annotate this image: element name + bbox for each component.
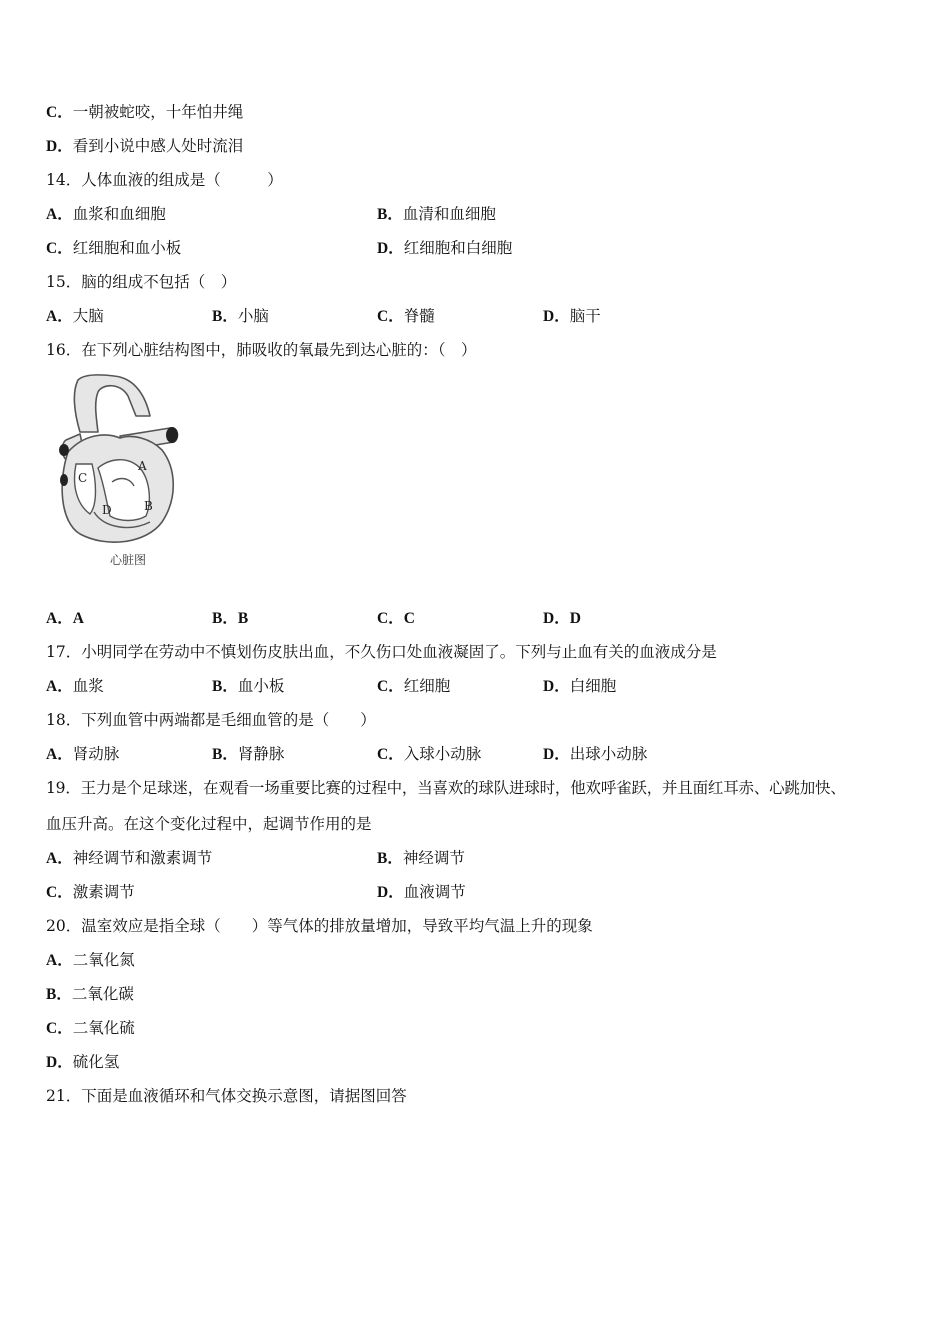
q15-stem: 15．脑的组成不包括（ ） — [46, 273, 237, 291]
option-text: 白细胞 — [569, 677, 617, 695]
q15-option-b — [212, 306, 269, 327]
option-text: 大脑 — [72, 307, 104, 325]
q16-stem: 16．在下列心脏结构图中，肺吸收的氧最先到达心脏的：（ ） — [46, 341, 477, 359]
option-text: 红细胞和血小板 — [72, 239, 182, 257]
heart-caption: 心脏图 — [110, 553, 147, 567]
option-letter: C． — [46, 104, 73, 121]
q17-option-a — [46, 676, 104, 697]
option-text: 入球小动脉 — [403, 745, 482, 763]
option-letter: A． — [46, 610, 73, 627]
option-letter: D． — [46, 138, 73, 155]
q21-stem: 21．下面是血液循环和气体交换示意图，请据图回答 — [46, 1087, 407, 1105]
option-text: C — [403, 610, 415, 627]
q14-option-a — [46, 204, 166, 225]
option-text: 红细胞和白细胞 — [403, 239, 513, 257]
option-letter: C． — [377, 610, 404, 627]
option-letter: B． — [46, 986, 72, 1003]
option-text: A — [72, 610, 84, 627]
q16-option-a — [46, 608, 84, 629]
option-text: 红细胞 — [403, 677, 451, 695]
q19-stem-line2: 血压升高。在这个变化过程中，起调节作用的是 — [46, 815, 372, 833]
option-letter: A． — [46, 952, 73, 969]
q19-stem-line1: 19．王力是个足球迷，在观看一场重要比赛的过程中，当喜欢的球队进球时，他欢呼雀跃，并且面红耳赤、心跳加快、 — [46, 779, 846, 797]
q15-option-a — [46, 306, 104, 327]
option-letter: B． — [212, 308, 238, 325]
option-letter: D． — [377, 240, 404, 257]
q13-option-d — [46, 136, 243, 157]
option-text: 血浆和血细胞 — [72, 205, 166, 223]
option-letter: C． — [377, 746, 404, 763]
option-text: 血浆 — [72, 677, 104, 695]
heart-diagram — [50, 372, 190, 572]
option-letter: D． — [543, 746, 570, 763]
heart-label-b: B — [144, 499, 153, 513]
option-letter: C． — [377, 678, 404, 695]
option-letter: C． — [46, 240, 73, 257]
q14-option-c — [46, 238, 181, 259]
q18-option-b — [212, 744, 284, 765]
heart-label-d: D — [102, 503, 112, 517]
option-text: B — [237, 610, 249, 627]
option-letter: C． — [377, 308, 404, 325]
option-letter: A． — [46, 850, 73, 867]
option-text: 小脑 — [237, 307, 269, 325]
q18-option-c — [377, 744, 481, 765]
q20-option-a — [46, 950, 135, 971]
option-letter: A． — [46, 678, 73, 695]
option-text: 神经调节和激素调节 — [72, 849, 213, 867]
q15-option-c — [377, 306, 435, 327]
option-text: 肾动脉 — [72, 745, 120, 763]
option-letter: D． — [543, 610, 570, 627]
q15-option-d — [543, 306, 601, 327]
option-letter: B． — [212, 610, 238, 627]
q16-option-d — [543, 608, 581, 629]
option-text: 二氧化碳 — [71, 985, 134, 1003]
option-letter: D． — [46, 1054, 73, 1071]
option-text: 一朝被蛇咬，十年怕井绳 — [72, 103, 244, 121]
q14-option-d — [377, 238, 512, 259]
q14-option-b — [377, 204, 496, 225]
option-letter: C． — [46, 1020, 73, 1037]
option-text: 神经调节 — [402, 849, 465, 867]
q20-option-b — [46, 984, 134, 1005]
option-letter: D． — [543, 678, 570, 695]
option-text: 肾静脉 — [237, 745, 285, 763]
option-text: 脑干 — [569, 307, 601, 325]
option-text: 血液调节 — [403, 883, 466, 901]
q16-option-b — [212, 608, 248, 629]
q20-option-c — [46, 1018, 135, 1039]
option-letter: A． — [46, 206, 73, 223]
option-letter: B． — [212, 678, 238, 695]
q20-option-d — [46, 1052, 119, 1073]
q14-stem: 14．人体血液的组成是（ ） — [46, 171, 283, 189]
option-letter: A． — [46, 746, 73, 763]
option-letter: B． — [212, 746, 238, 763]
option-text: 脊髓 — [403, 307, 435, 325]
option-text: 二氧化硫 — [72, 1019, 135, 1037]
option-text: 二氧化氮 — [72, 951, 135, 969]
q19-option-a — [46, 848, 212, 869]
q17-option-d — [543, 676, 616, 697]
option-text: 激素调节 — [72, 883, 135, 901]
q20-stem: 20．温室效应是指全球（ ）等气体的排放量增加，导致平均气温上升的现象 — [46, 917, 593, 935]
q18-option-d — [543, 744, 647, 765]
option-letter: D． — [377, 884, 404, 901]
q18-option-a — [46, 744, 119, 765]
option-letter: A． — [46, 308, 73, 325]
heart-label-c: C — [78, 471, 88, 485]
heart-label-a: A — [138, 459, 147, 473]
q18-stem: 18．下列血管中两端都是毛细血管的是（ ） — [46, 711, 376, 729]
option-text: D — [569, 610, 581, 627]
q16-option-c — [377, 608, 415, 629]
option-text: 血清和血细胞 — [402, 205, 496, 223]
q19-option-b — [377, 848, 465, 869]
q17-stem: 17．小明同学在劳动中不慎划伤皮肤出血，不久伤口处血液凝固了。下列与止血有关的血液成分是 — [46, 643, 717, 661]
q19-option-c — [46, 882, 135, 903]
q13-option-c — [46, 102, 243, 123]
option-text: 硫化氢 — [72, 1053, 120, 1071]
option-letter: C． — [46, 884, 73, 901]
option-letter: D． — [543, 308, 570, 325]
option-text: 看到小说中感人处时流泪 — [72, 137, 244, 155]
option-text: 出球小动脉 — [569, 745, 648, 763]
option-letter: B． — [377, 206, 403, 223]
option-text: 血小板 — [237, 677, 285, 695]
q19-option-d — [377, 882, 466, 903]
q17-option-b — [212, 676, 284, 697]
option-letter: B． — [377, 850, 403, 867]
q17-option-c — [377, 676, 450, 697]
